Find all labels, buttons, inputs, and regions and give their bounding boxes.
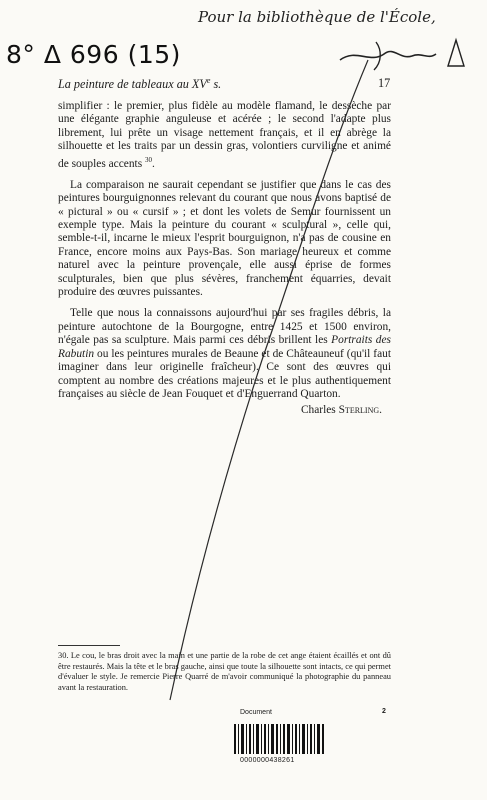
handwritten-dedication: Pour la bibliothèque de l'École,: [198, 8, 436, 26]
footnote-30: 30. Le cou, le bras droit avec la main et une partie de la robe de cet ange étaient écaillés et ont dû être restaurés. Mais la tête et le bras gauche, ainsi que toute la silhouette sont intacts, ce qui permet d'évaluer le style. Je remercie Pierre Quarré de m'avoir communiqué la photographie du panneau avant la restauration.: [58, 651, 391, 692]
barcode: [232, 724, 328, 754]
stamp-mark: 2: [382, 708, 386, 715]
running-title: La peinture de tableaux au XVe s.: [58, 76, 222, 92]
footnote-rule: [58, 645, 120, 646]
paragraph-2: La comparaison ne saurait cependant se justifier que dans le cas des peintures bourguignonnes relevant du courant que nous avons baptisé de « pictural » ou « cursif » ; et dont les volets de Semur fournissent un exemple type. Mais la peinture du courant « sculptural », celle qui, semble-t-il, incarne le mieux l'esprit bourguignon, n'a pas de cousine en France, encore moins aux Pays-Bas. Son mariage heureux et comme naturel avec la peinture provençale, elle aussi éprise de formes sculpturales, bien que plus sévères, franchement équarries, devait produire des œuvres puissantes.: [58, 178, 391, 299]
footnote-ref: 30: [145, 155, 152, 164]
paragraph-3: Telle que nous la connaissons aujourd'hui par ses fragiles débris, la peinture autochtone de la Bourgogne, entre 1425 et 1500 environ, n'égale pas sa sculpture. Mais parmi ces débris brillent les Portraits des Rabutin ou les peintures murales de Beaune et de Châteauneuf (qu'il faut imaginer dans leur originelle fraîcheur). Ce sont des œuvres qui comptent au nombre des créations majeures et le plus authentiquement françaises au siècle de Jean Fouquet et d'Enguerrand Quarton.: [58, 307, 391, 400]
author-signature: Charles Sterling.: [300, 404, 382, 416]
stamp-label: Document: [240, 709, 272, 716]
paragraph-1: simplifier : le premier, plus fidèle au modèle flamand, le dessèche par une élégante graphie anguleuse et acérée ; le second l'adapte plus librement, lui prête un visage nettement français, et il en abrège la silhouette et les traits par un dessin gras, volontiers curviligne et animé de souples accents $^{30}$.: [58, 100, 391, 170]
page-number: 17: [378, 76, 391, 90]
body-text: [58, 100, 391, 409]
handwritten-signature: [336, 30, 466, 74]
handwritten-shelfmark: 8° Δ 696 (15): [6, 40, 181, 69]
barcode-number: 0000000438261: [240, 757, 295, 764]
